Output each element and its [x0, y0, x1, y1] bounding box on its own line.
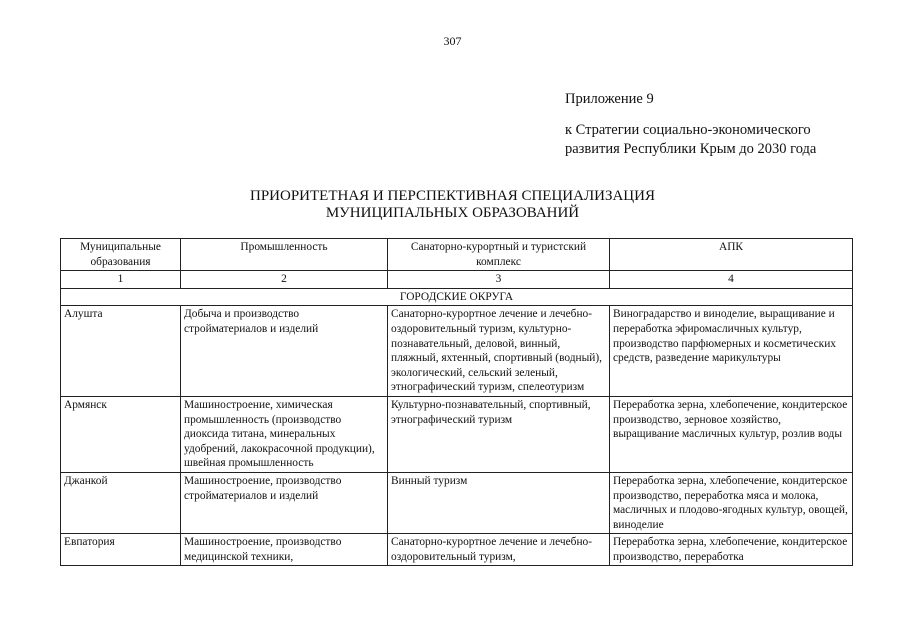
table-row [61, 534, 853, 566]
appendix-reference-line-1: к Стратегии социально-экономического [565, 122, 811, 138]
table-row [61, 306, 853, 397]
municipality-cell: Армянск [61, 396, 181, 472]
appendix-label: Приложение 9 [565, 91, 654, 107]
tourism-cell: Санаторно-курортное лечение и лечебно-оздоровительный туризм, [388, 534, 610, 566]
municipality-cell: Евпатория [61, 534, 181, 566]
header-municipality: Муниципальные образования [61, 239, 181, 271]
page-number: 307 [443, 34, 462, 48]
column-number: 4 [610, 271, 853, 289]
specialization-table [60, 238, 853, 566]
tourism-cell: Культурно-познавательный, спортивный, этнографический туризм [388, 396, 610, 472]
header-tourism: Санаторно-курортный и туристский комплекс [388, 239, 610, 271]
title-line-1: ПРИОРИТЕТНАЯ И ПЕРСПЕКТИВНАЯ СПЕЦИАЛИЗАЦИЯ [250, 188, 655, 204]
column-number: 1 [61, 271, 181, 289]
agro-cell: Переработка зерна, хлебопечение, кондитерское производство, переработка [610, 534, 853, 566]
agro-cell: Переработка зерна, хлебопечение, кондитерское производство, переработка мяса и молока, масличных и плодово-ягодных культур, овощей, виноделие [610, 472, 853, 533]
municipality-cell: Джанкой [61, 472, 181, 533]
document-title [0, 188, 905, 222]
industry-cell: Машиностроение, химическая промышленность (производство диоксида титана, минеральных удобрений, лакокрасочной продукции), швейная промышленность [181, 396, 388, 472]
header-industry: Промышленность [181, 239, 388, 271]
column-number: 2 [181, 271, 388, 289]
title-line-2: МУНИЦИПАЛЬНЫХ ОБРАЗОВАНИЙ [325, 205, 580, 221]
appendix-reference-line-2: развития Республики Крым до 2030 года [565, 141, 817, 157]
column-number: 3 [388, 271, 610, 289]
header-agro: АПК [610, 239, 853, 271]
municipality-cell: Алушта [61, 306, 181, 397]
column-number-row [61, 271, 853, 289]
appendix-block [565, 90, 816, 159]
table-row [61, 472, 853, 533]
industry-cell: Машиностроение, производство стройматериалов и изделий [181, 472, 388, 533]
agro-cell: Виноградарство и виноделие, выращивание и переработка эфиромасличных культур, производство парфюмерных и косметических средств, разведение марикультуры [610, 306, 853, 397]
agro-cell: Переработка зерна, хлебопечение, кондитерское производство, зерновое хозяйство, выращивание масличных культур, розлив воды [610, 396, 853, 472]
tourism-cell: Санаторно-курортное лечение и лечебно-оздоровительный туризм, культурно-познавательный, деловой, винный, пляжный, яхтенный, спортивный (водный), экологический, сельский зеленый, этнографический туризм, спелеотуризм [388, 306, 610, 397]
industry-cell: Добыча и производство стройматериалов и изделий [181, 306, 388, 397]
tourism-cell: Винный туризм [388, 472, 610, 533]
industry-cell: Машиностроение, производство медицинской техники, [181, 534, 388, 566]
section-row [61, 288, 853, 306]
table-header-row [61, 239, 853, 271]
section-title: ГОРОДСКИЕ ОКРУГА [61, 288, 853, 306]
table-row [61, 396, 853, 472]
